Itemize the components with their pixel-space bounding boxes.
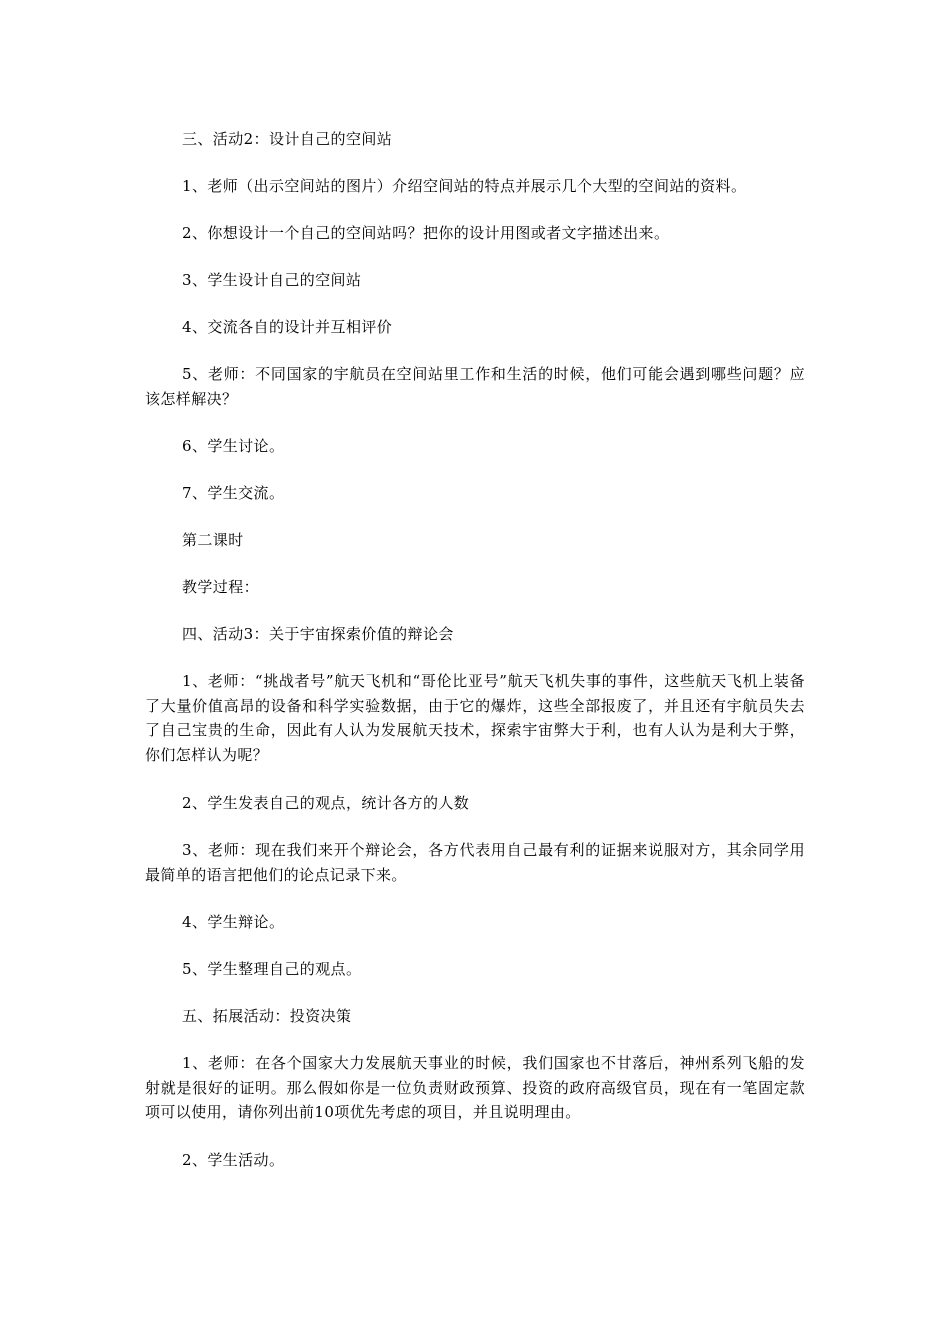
paragraph: 1、老师（出示空间站的图片）介绍空间站的特点并展示几个大型的空间站的资料。 bbox=[182, 177, 747, 195]
paragraph: 5、学生整理自己的观点。 bbox=[182, 960, 362, 978]
section-heading-activity-2: 三、活动2：设计自己的空间站 bbox=[182, 130, 393, 148]
lesson-heading: 第二课时 bbox=[182, 531, 244, 549]
paragraph: 4、交流各自的设计并互相评价 bbox=[182, 318, 393, 336]
paragraph: 1、老师：“挑战者号”航天飞机和“哥伦比亚号”航天飞机失事的事件，这些航天飞机上装备了大量价值高昂的设备和科学实验数据，由于它的爆炸，这些全部报废了，并且还有宇航员失去了自己宝贵的生命，因此有人认为发展航天技术，探索宇宙弊大于利，也有人认为是利大于弊，你们怎样认为呢？ bbox=[145, 672, 805, 764]
paragraph: 7、学生交流。 bbox=[182, 484, 285, 502]
paragraph: 2、学生发表自己的观点，统计各方的人数 bbox=[182, 794, 470, 812]
section-heading-extension: 五、拓展活动：投资决策 bbox=[182, 1007, 352, 1025]
section-heading-activity-3: 四、活动3：关于宇宙探索价值的辩论会 bbox=[182, 625, 454, 643]
paragraph: 4、学生辩论。 bbox=[182, 913, 285, 931]
paragraph: 3、学生设计自己的空间站 bbox=[182, 271, 362, 289]
paragraph: 6、学生讨论。 bbox=[182, 437, 285, 455]
paragraph: 2、你想设计一个自己的空间站吗？把你的设计用图或者文字描述出来。 bbox=[182, 224, 670, 242]
paragraph: 3、老师：现在我们来开个辩论会，各方代表用自己最有利的证据来说服对方，其余同学用最简单的语言把他们的论点记录下来。 bbox=[145, 841, 805, 884]
subheading: 教学过程： bbox=[182, 578, 260, 596]
paragraph: 1、老师：在各个国家大力发展航天事业的时候，我们国家也不甘落后，神州系列飞船的发射就是很好的证明。那么假如你是一位负责财政预算、投资的政府高级官员，现在有一笔固定款项可以使用，请你列出前10项优先考虑的项目，并且说明理由。 bbox=[145, 1054, 805, 1121]
paragraph: 5、老师：不同国家的宇航员在空间站里工作和生活的时候，他们可能会遇到哪些问题？应该怎样解决？ bbox=[145, 365, 805, 408]
paragraph: 2、学生活动。 bbox=[182, 1151, 285, 1169]
